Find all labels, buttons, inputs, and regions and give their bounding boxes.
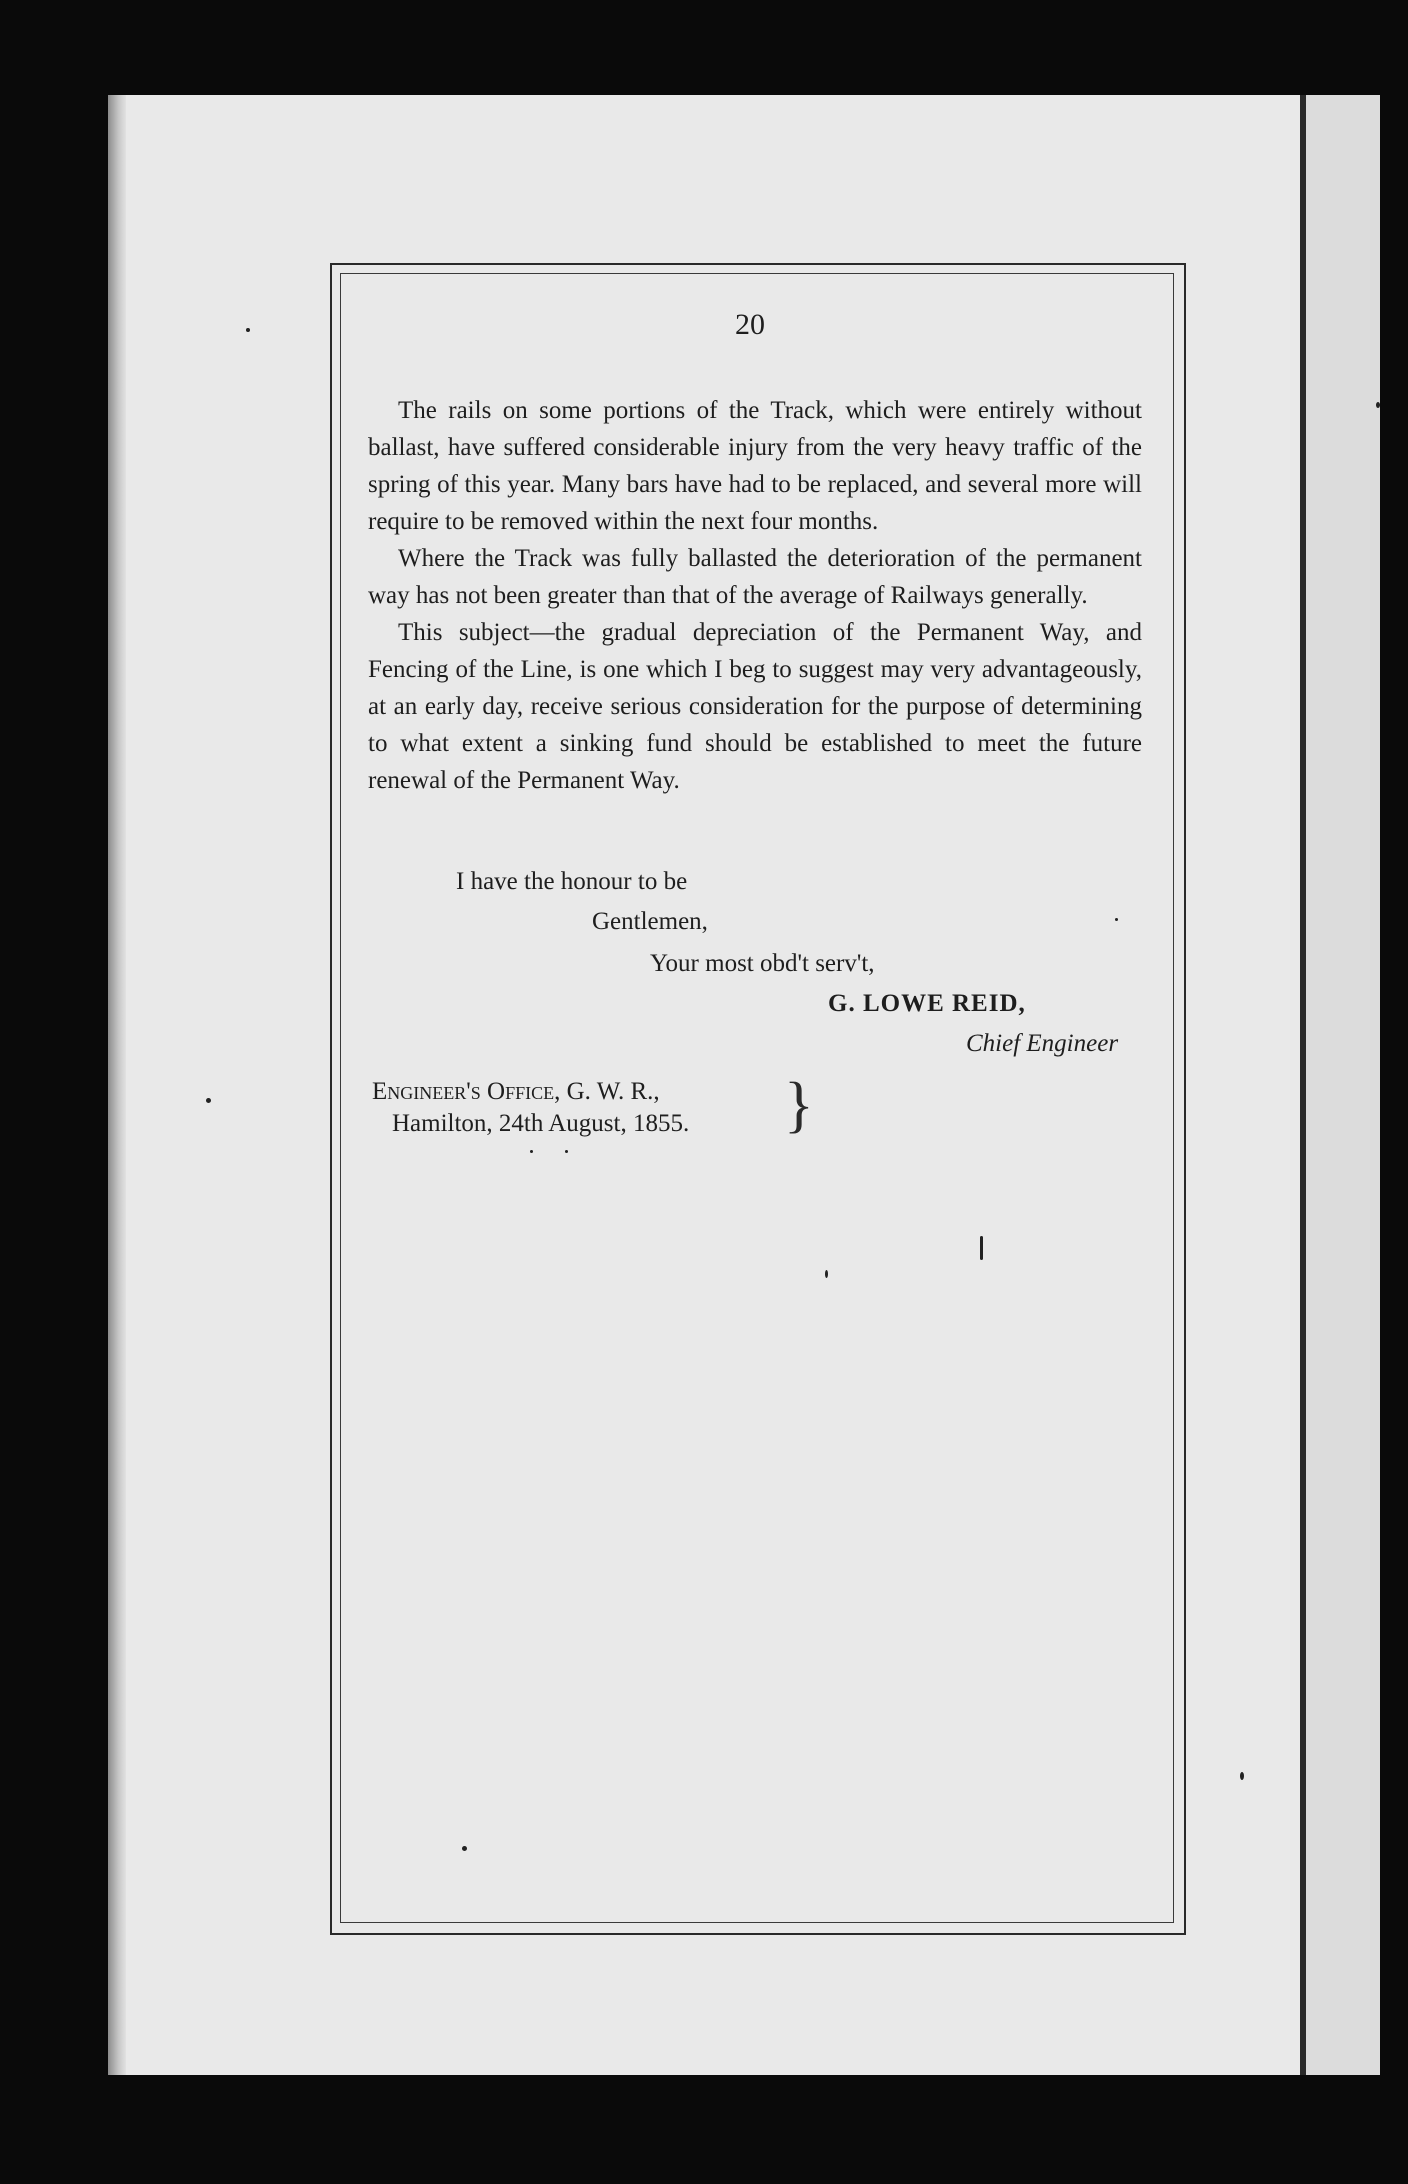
scan-speck bbox=[246, 328, 250, 332]
scan-speck bbox=[980, 1236, 983, 1260]
scan-speck bbox=[462, 1846, 467, 1851]
closing-salutation: I have the honour to be bbox=[456, 868, 688, 895]
body-text bbox=[368, 392, 1142, 799]
scan-speck bbox=[206, 1098, 211, 1103]
closing-addressee: Gentlemen, bbox=[592, 908, 708, 935]
page-binding-shadow bbox=[108, 95, 126, 2075]
signature-name: G. LOWE REID, bbox=[828, 990, 1026, 1017]
office-address: Engineer's Office, G. W. R., bbox=[372, 1078, 660, 1105]
signature-title: Chief Engineer bbox=[966, 1030, 1119, 1057]
paragraph: The rails on some portions of the Track, which were entirely without ballast, have suffered considerable injury from the very heavy traffic of the spring of this year. Many bars have had to be replaced, and several more will require to be removed within the next four months. bbox=[368, 397, 1142, 535]
page-number: 20 bbox=[735, 308, 765, 341]
scan-speck bbox=[1115, 918, 1118, 921]
paragraph: Where the Track was fully ballasted the deterioration of the permanent way has not been greater than that of the average of Railways generally. bbox=[368, 545, 1142, 609]
scan-speck bbox=[565, 1150, 568, 1153]
scan-speck bbox=[530, 1150, 533, 1153]
scan-speck bbox=[1240, 1772, 1244, 1780]
closing-valediction: Your most obd't serv't, bbox=[650, 950, 875, 977]
paragraph: This subject—the gradual depreciation of the Permanent Way, and Fencing of the Line, is one which I beg to suggest may very advantageously, at an early day, receive serious consideration for the purpose of determining to what extent a sinking fund should be established to meet the future renewal of the Permanent Way. bbox=[368, 619, 1142, 794]
office-date: Hamilton, 24th August, 1855. bbox=[392, 1110, 690, 1137]
scan-border bbox=[1380, 0, 1408, 2184]
brace-mark: } bbox=[784, 1071, 814, 1139]
scan-speck bbox=[1376, 402, 1380, 408]
scan-speck bbox=[825, 1270, 828, 1278]
